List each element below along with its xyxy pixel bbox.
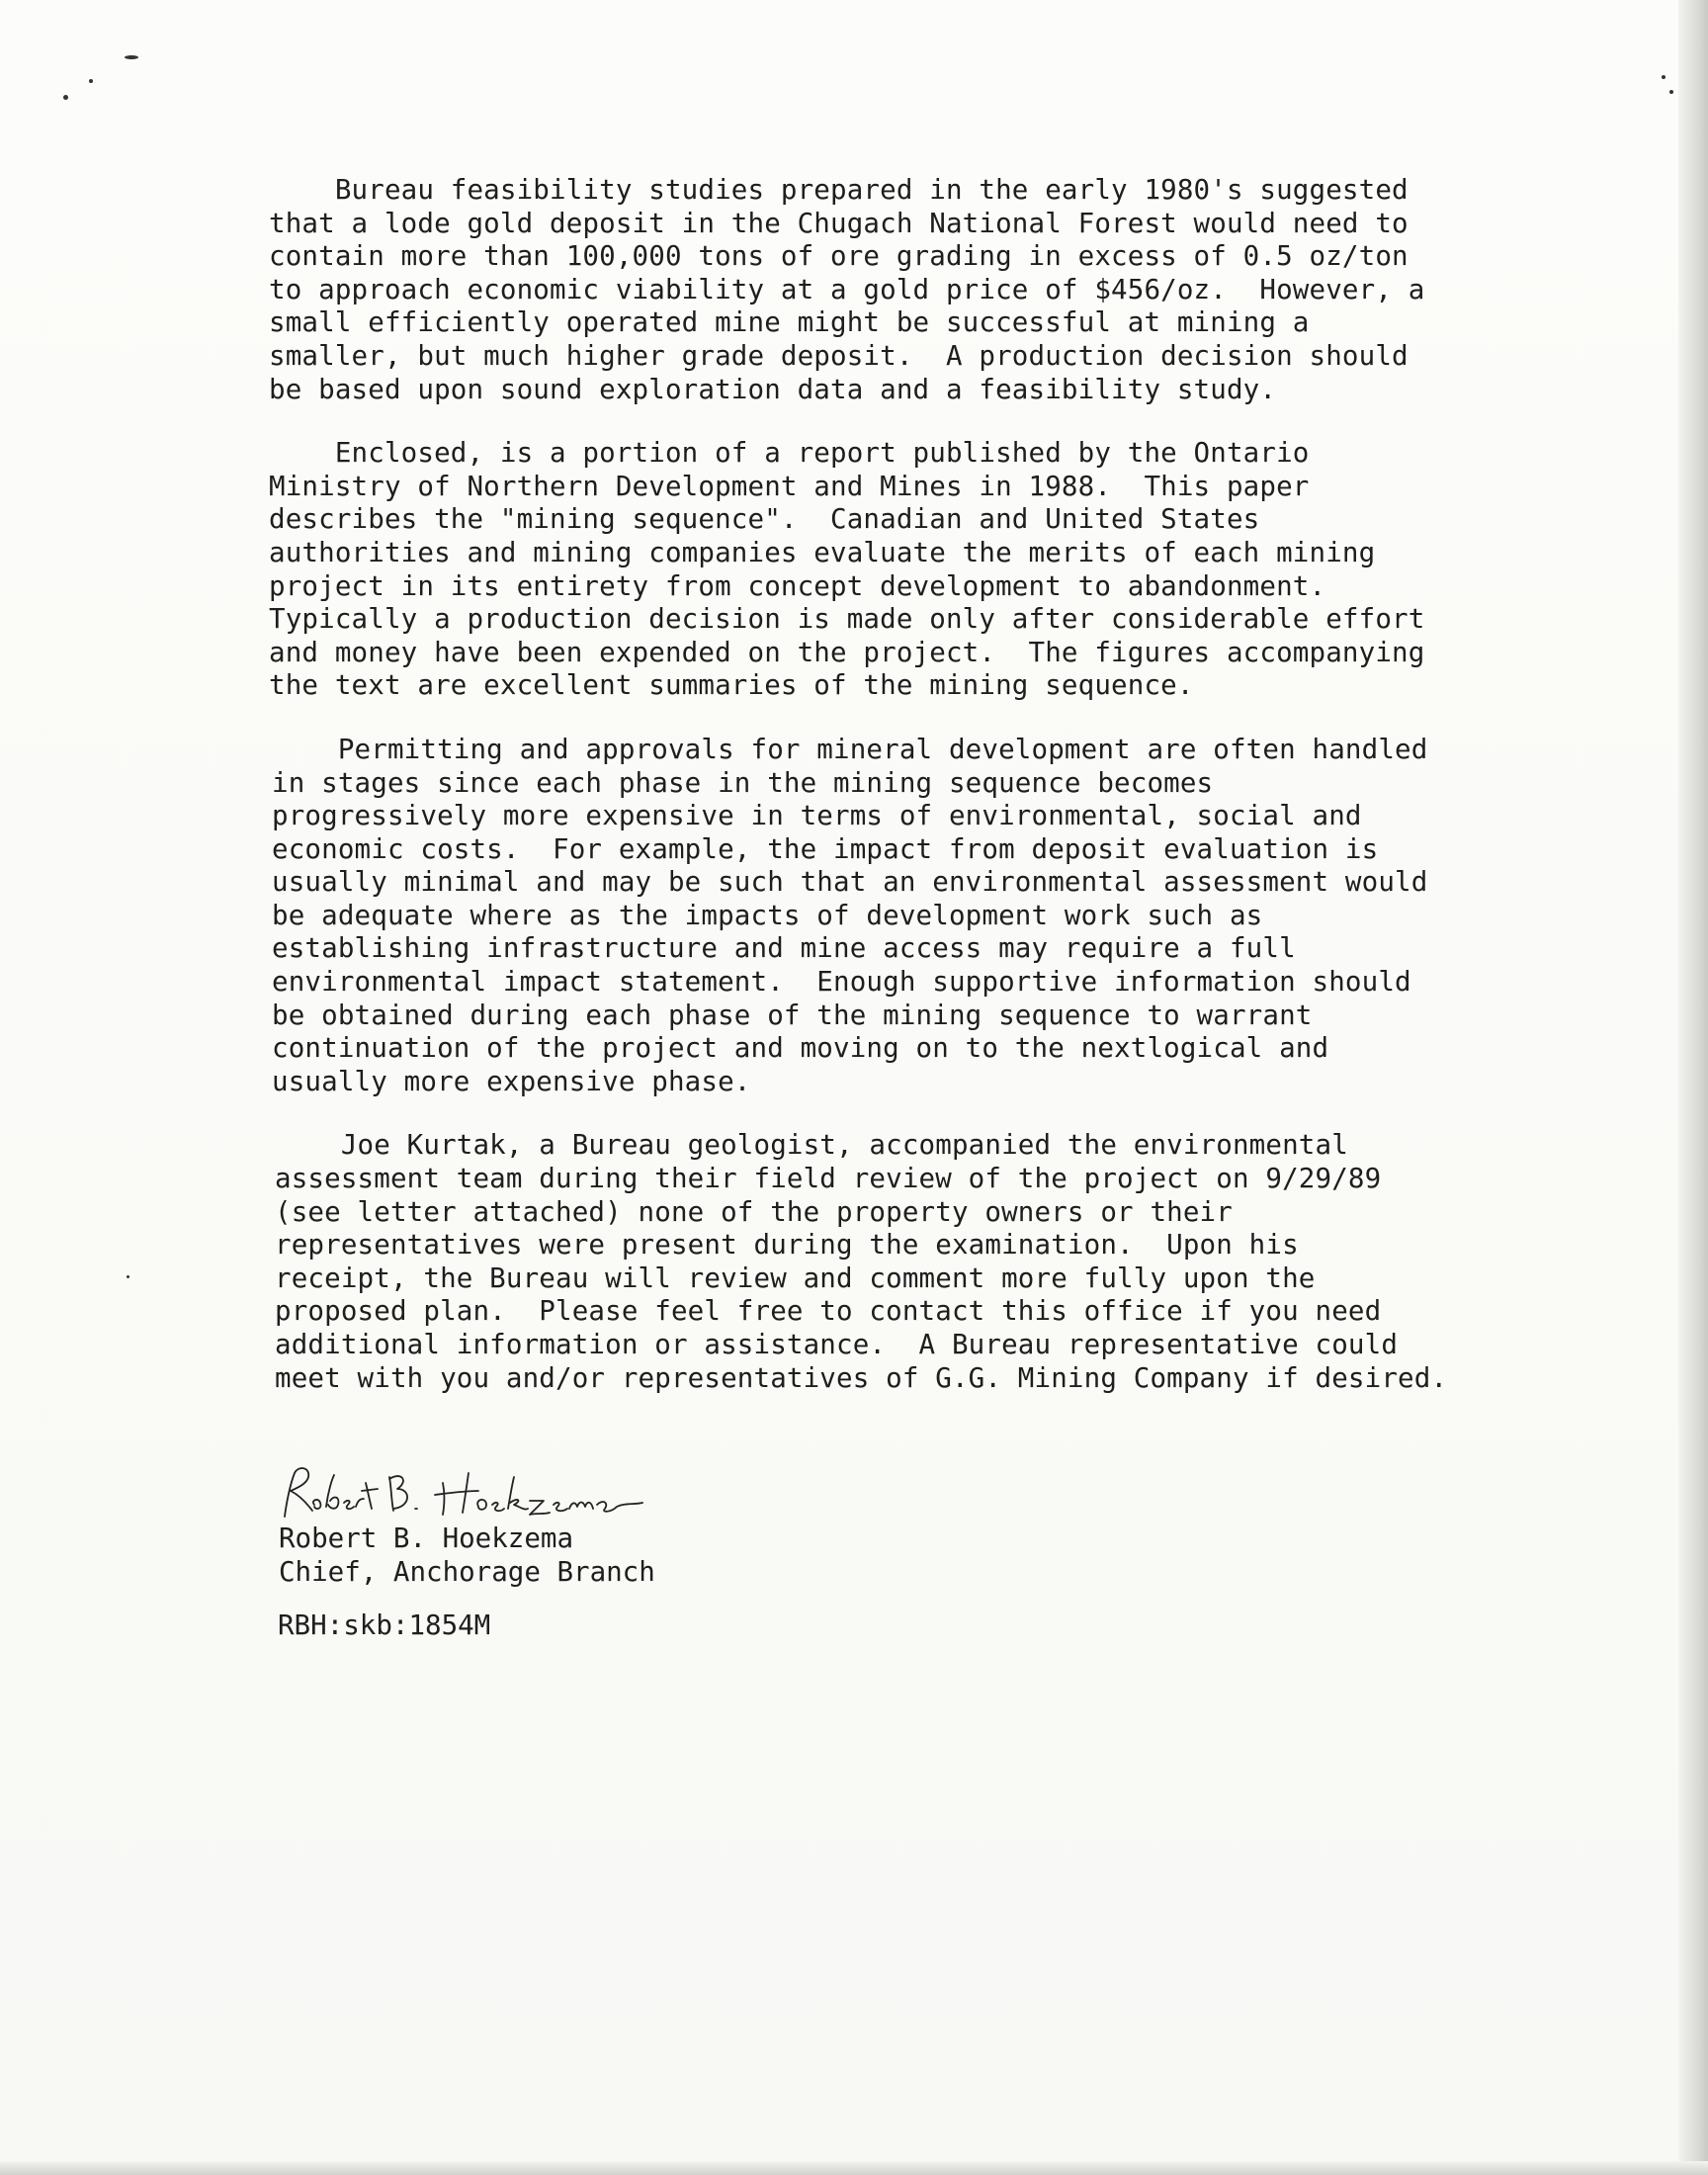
page-edge-shadow — [1678, 0, 1708, 2175]
handwritten-signature — [277, 1461, 662, 1522]
scan-speck — [125, 55, 138, 59]
paragraph-permitting: Permitting and approvals for mineral development are often handled in stages since each phase in the mining sequence becomes progressively more expensive in terms of environmental, social and economic costs. For example, the impact from deposit evaluation is usually minimal and may be such that an environmental assessment would be adequate where as the impacts of development work such as establishing infrastructure and mine access may require a full environmental impact statement. Enough supportive information should be obtained during each phase of the mining sequence to warrant continuation of the project and moving on to the nextlogical and usually more expensive phase. — [272, 733, 1428, 1097]
reference-initials: RBH:skb:1854M — [278, 1610, 491, 1641]
scan-speck — [1662, 75, 1665, 79]
scan-speck — [127, 1275, 129, 1278]
page-bottom-edge — [0, 2161, 1708, 2175]
letter-body — [269, 174, 1455, 1426]
paragraph-field-review: Joe Kurtak, a Bureau geologist, accompanied the environmental assessment team during their field review of the project on 9/29/89 (see letter attached) none of the property owners or their representatives were present during the examination. Upon his receipt, the Bureau will review and comment more fully upon the proposed plan. Please feel free to contact this office if you need additional information or assistance. A Bureau representative could meet with you and/or representatives of G.G. Mining Company if desired. — [275, 1129, 1448, 1394]
signature-block — [277, 1461, 662, 1589]
scan-speck — [89, 79, 93, 83]
scan-speck — [1669, 90, 1673, 94]
signer-title: Chief, Anchorage Branch — [279, 1555, 655, 1588]
signer-name: Robert B. Hoekzema — [279, 1522, 574, 1554]
paragraph-enclosed-report: Enclosed, is a portion of a report published by the Ontario Ministry of Northern Development and Mines in 1988. This paper describes the "mining sequence". Canadian and United States authorities and mining companies evaluate the merits of each mining project in its entirety from concept development to abandonment. Typically a production decision is made only after considerable effort and money have been expended on the project. The figures accompanying the text are excellent summaries of the mining sequence. — [269, 437, 1425, 702]
scan-speck — [63, 95, 68, 100]
paragraph-feasibility: Bureau feasibility studies prepared in the early 1980's suggested that a lode gold deposit in the Chugach National Forest would need to contain more than 100,000 tons of ore grading in excess of 0.5 oz/ton to approach economic viability at a gold price of $456/oz. However, a small efficiently operated mine might be successful at mining a smaller, but much higher grade deposit. A production decision should be based upon sound exploration data and a feasibility study. — [269, 174, 1425, 405]
